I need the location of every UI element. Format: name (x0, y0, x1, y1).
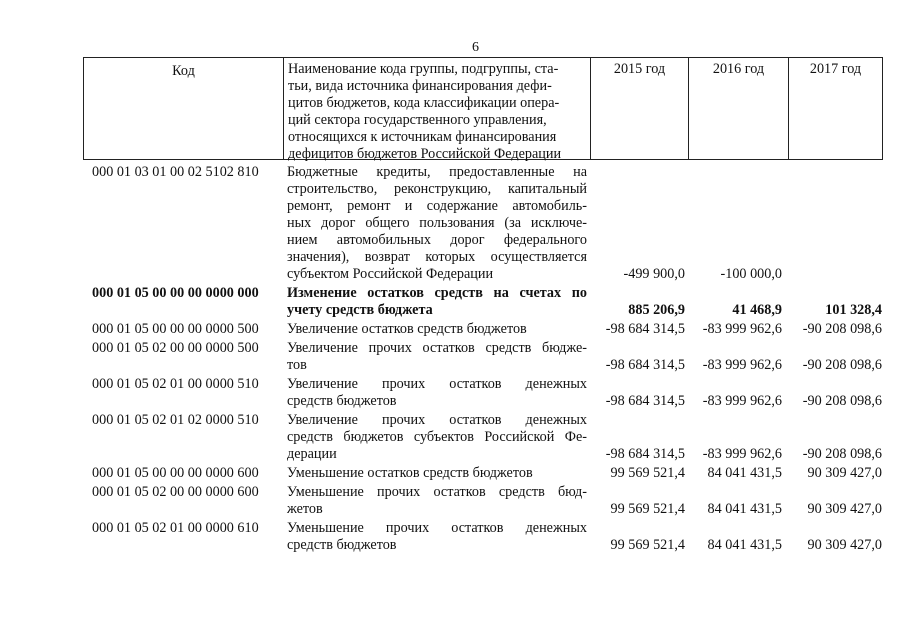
row-name-line: Увеличение остатков средств бюджетов (287, 321, 527, 337)
row-code: 000 01 05 00 00 00 0000 500 (92, 321, 259, 337)
row-name-line: учету средств бюджета (287, 302, 433, 318)
row-value-2015: -98 684 314,5 (605, 393, 685, 409)
row-value-2015: 99 569 521,4 (610, 537, 685, 553)
table-row (0, 340, 905, 374)
row-value-2015: -98 684 314,5 (605, 321, 685, 337)
header-2017: 2017 год (809, 61, 862, 77)
row-value-2016: 84 041 431,5 (707, 465, 782, 481)
row-name-line: средств бюджетов субъектов Российской Фе- (287, 429, 587, 445)
header-2015: 2015 год (591, 58, 689, 159)
header-name-line: ций сектора государственного управления, (288, 112, 547, 128)
row-value-2015: 885 206,9 (628, 302, 685, 318)
row-name-line: дерации (287, 446, 337, 462)
table-row (0, 465, 905, 482)
row-value-2016: -83 999 962,6 (702, 321, 782, 337)
header-name (284, 58, 591, 162)
row-name (287, 465, 587, 482)
table-row (0, 164, 905, 283)
row-name (287, 340, 587, 374)
page-number: 6 (472, 40, 479, 55)
row-value-2016: 84 041 431,5 (707, 501, 782, 517)
row-name-line: средств бюджетов (287, 537, 397, 553)
header-name-line: Наименование кода группы, подгруппы, ста- (288, 61, 559, 77)
row-name (287, 412, 587, 463)
row-value-2017: -90 208 098,6 (802, 446, 882, 462)
row-value-2016: -100 000,0 (720, 266, 782, 282)
row-code: 000 01 05 00 00 00 0000 000 (92, 285, 259, 301)
row-name-line: субъектом Российской Федерации (287, 266, 494, 282)
header-name-line: цитов бюджетов, кода классификации опера- (288, 95, 560, 111)
row-name-line: жетов (287, 501, 323, 517)
row-value-2017: -90 208 098,6 (802, 357, 882, 373)
row-code: 000 01 05 02 01 02 0000 510 (92, 412, 259, 428)
row-value-2017: 90 309 427,0 (807, 537, 882, 553)
table-row (0, 520, 905, 554)
row-name (287, 484, 587, 518)
header-2016: 2016 год (689, 58, 789, 159)
row-code: 000 01 05 02 01 00 0000 610 (92, 520, 259, 536)
table-row (0, 484, 905, 518)
row-name-line: Уменьшение прочих остатков средств бюд- (287, 484, 587, 500)
row-value-2015: -499 900,0 (623, 266, 685, 282)
row-value-2017: 90 309 427,0 (807, 465, 882, 481)
row-name-line: значения), возврат которых осуществляется (287, 249, 587, 265)
row-name-line: Уменьшение прочих остатков денежных (287, 520, 587, 536)
row-value-2015: -98 684 314,5 (605, 357, 685, 373)
row-value-2015: -98 684 314,5 (605, 446, 685, 462)
row-value-2017: -90 208 098,6 (802, 393, 882, 409)
row-value-2016: -83 999 962,6 (702, 393, 782, 409)
table-row (0, 321, 905, 338)
row-code: 000 01 05 02 01 00 0000 510 (92, 376, 259, 392)
row-name-line: нием автомобильных дорог федерального (287, 232, 587, 248)
row-name (287, 376, 587, 410)
header-code: Код (84, 58, 284, 159)
row-name-line: Увеличение прочих остатков средств бюдже- (287, 340, 587, 356)
row-value-2015: 99 569 521,4 (610, 501, 685, 517)
row-code: 000 01 05 02 00 00 0000 600 (92, 484, 259, 500)
row-value-2017: 101 328,4 (825, 302, 882, 318)
row-code: 000 01 05 00 00 00 0000 600 (92, 465, 259, 481)
row-name-line: Увеличение прочих остатков денежных (287, 412, 587, 428)
row-name-line: строительство, реконструкцию, капитальный (287, 181, 587, 197)
row-value-2016: -83 999 962,6 (702, 357, 782, 373)
table-row (0, 376, 905, 410)
row-value-2016: 84 041 431,5 (707, 537, 782, 553)
header-name-line: дефицитов бюджетов Российской Федерации (288, 146, 562, 162)
row-name-line: Бюджетные кредиты, предоставленные на (287, 164, 587, 180)
row-name-line: средств бюджетов (287, 393, 397, 409)
table-header (83, 57, 883, 160)
row-name (287, 164, 587, 283)
row-value-2017: -90 208 098,6 (802, 321, 882, 337)
row-name-line: Увеличение прочих остатков денежных (287, 376, 587, 392)
header-name-line: относящихся к источникам финансирования (288, 129, 557, 145)
row-name-line: ных дорог общего пользования (за исключе- (287, 215, 587, 231)
row-name-line: Изменение остатков средств на счетах по (287, 285, 587, 301)
row-code: 000 01 05 02 00 00 0000 500 (92, 340, 259, 356)
row-value-2016: -83 999 962,6 (702, 446, 782, 462)
table-row (0, 285, 905, 319)
row-name-line: ремонт, ремонт и содержание автомобиль- (287, 198, 587, 214)
row-value-2017: 90 309 427,0 (807, 501, 882, 517)
table-row (0, 412, 905, 463)
row-value-2016: 41 468,9 (732, 302, 782, 318)
row-name-line: тов (287, 357, 307, 373)
row-value-2015: 99 569 521,4 (610, 465, 685, 481)
row-name (287, 321, 587, 338)
row-name (287, 285, 587, 319)
row-name (287, 520, 587, 554)
row-code: 000 01 03 01 00 02 5102 810 (92, 164, 259, 180)
header-name-line: тьи, вида источника финансирования дефи- (288, 78, 552, 94)
row-name-line: Уменьшение остатков средств бюджетов (287, 465, 533, 481)
